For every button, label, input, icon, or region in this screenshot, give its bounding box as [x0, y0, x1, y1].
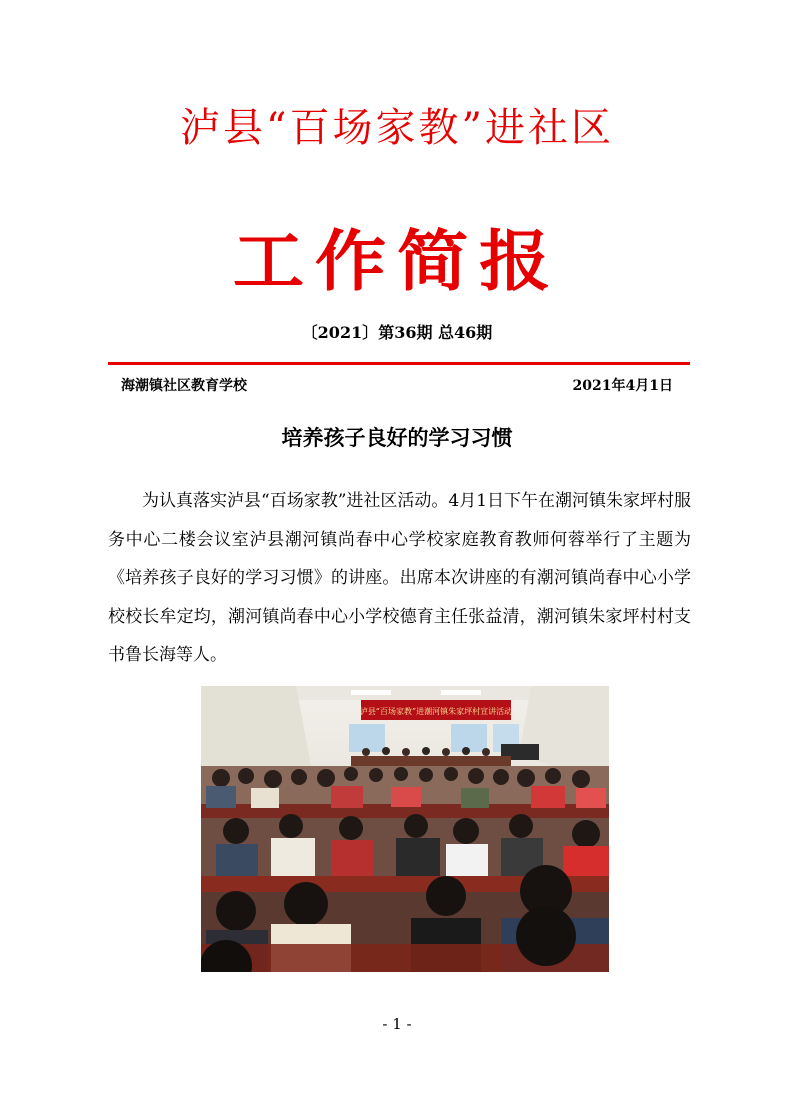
organization-name: 海潮镇社区教育学校 — [121, 378, 247, 394]
publish-date: 2021年4月1日 — [572, 378, 673, 394]
header-title: 泸县“百场家教”进社区 — [180, 105, 614, 151]
meeting-photo — [201, 686, 609, 972]
article-body: 为认真落实泸县“百场家教”进社区活动。4月1日下午在潮河镇朱家坪村服务中心二楼会议室泸县潮河镇尚春中心学校家庭教育教师何蓉举行了主题为《培养孩子良好的学习习惯》的讲座。出席本次讲座的有潮河镇尚春中心小学校校长牟定均，潮河镇尚春中心小学校德育主任张益清，潮河镇朱家坪村村支书鲁长海等人。 — [108, 491, 692, 665]
brief-title: 工作简报 — [232, 223, 562, 300]
article-title: 培养孩子良好的学习习惯 — [281, 426, 513, 450]
page-number: - 1 - — [382, 1015, 412, 1033]
issue-number: 〔2021〕第36期 总46期 — [301, 323, 493, 342]
header-divider — [108, 362, 690, 365]
banner-text: 泸县“百场家教”进潮河镇朱家坪村宣讲活动 — [359, 707, 513, 716]
